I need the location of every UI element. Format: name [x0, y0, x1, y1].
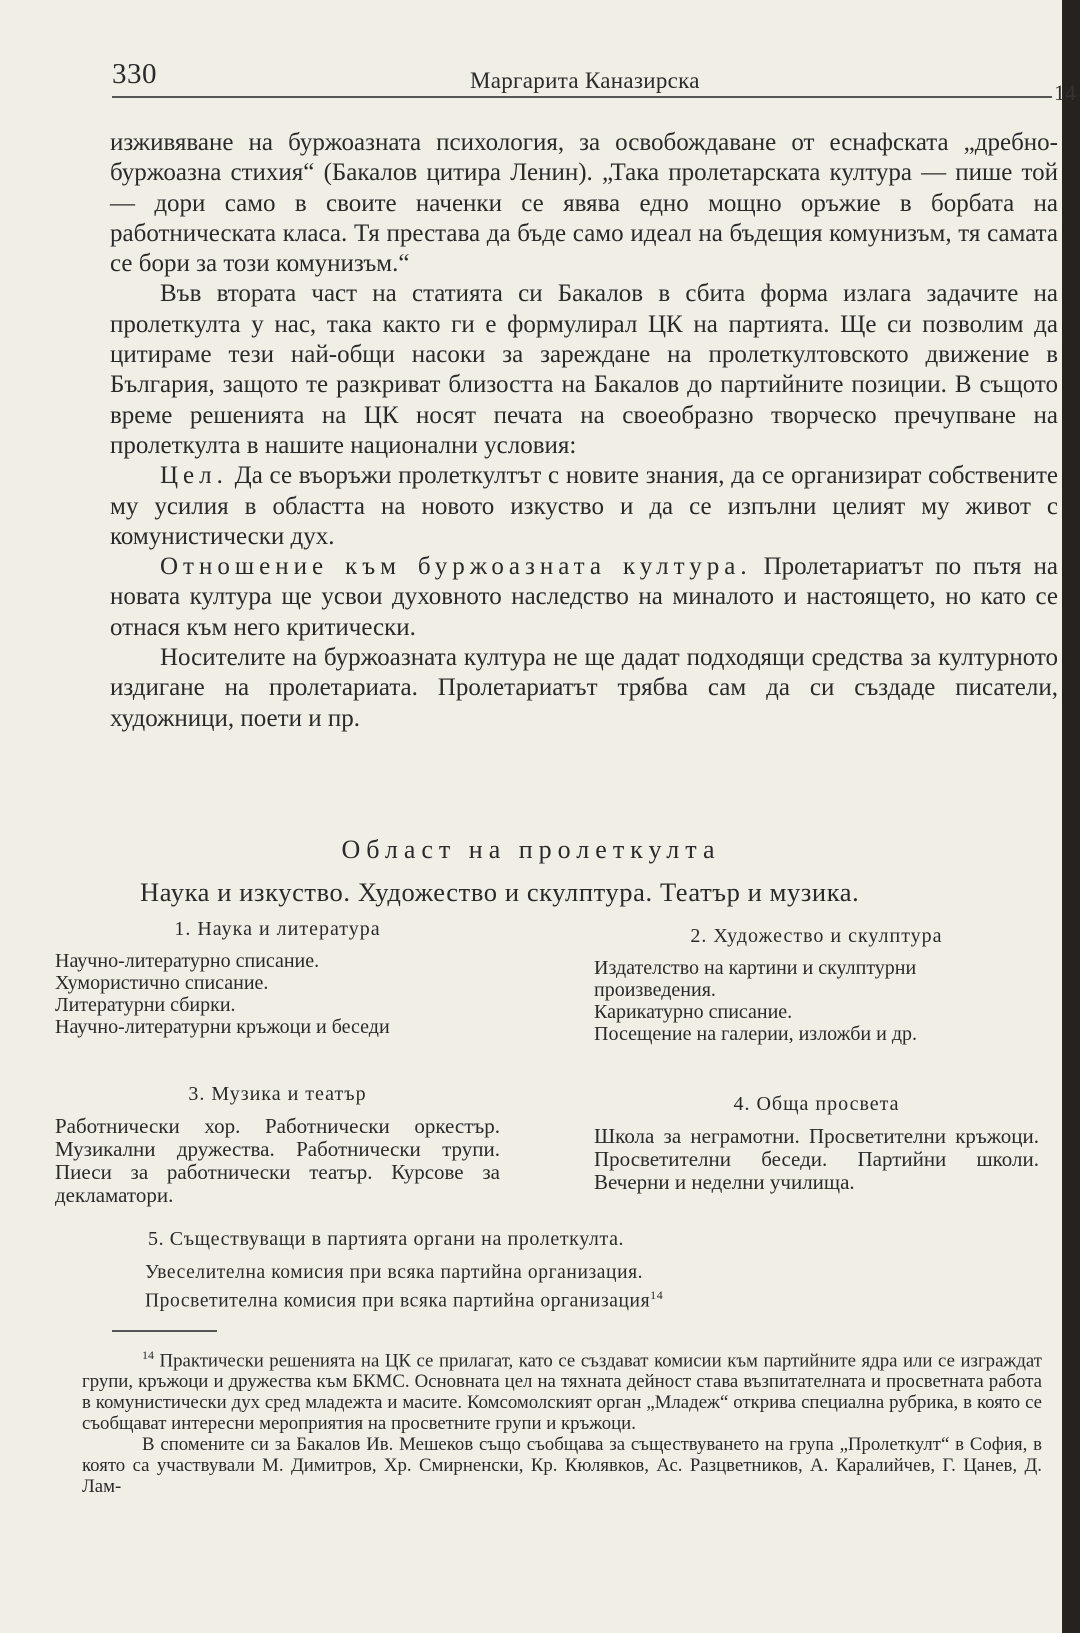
column-line: Издателство на картини и скулптурни произведения. [594, 957, 917, 1001]
main-text [110, 128, 1058, 734]
paragraph-5: Носителите на буржоазната култура не ще дадат подходящи средства за културното издигане на пролетариата. Пролетариатът трябва сам да си създаде писатели, художници, поети и пр. [110, 644, 1058, 732]
footnote-14 [82, 1345, 1042, 1434]
column-heading: 1. Наука и литература [174, 918, 381, 940]
footnotes [82, 1345, 1042, 1497]
column-line: Посещение на галерии, изложби и др. [594, 1023, 917, 1045]
footnote-text: Практически решенията на ЦК се прилагат, като се създават комисии към партийните ядра или се изграждат групи, кръжоци и дружества към БКМС. Основната цел на тяхната дейност става възпитателната и просветната работа в комунистически дух сред младежта и масите. Комсомолският орган „Младеж“ открива специална рубрика, в която се съобщават интересни мероприятия на просветните групи и кръжоци. [82, 1350, 1042, 1435]
goal-label: Цел. [160, 462, 228, 490]
column-music-theatre [55, 1083, 500, 1207]
attitude-label: Отношение към буржоазната култура. [160, 553, 752, 581]
page-number: 330 [112, 58, 157, 90]
column-heading: 3. Музика и театър [188, 1083, 367, 1105]
column-general-education [594, 1093, 1039, 1194]
column-art-sculpture [594, 925, 1039, 1045]
column-text: Школа за неграмотни. Просветителни кръжоци. Просветителни беседи. Партийни школи. Вечерни и неделни училища. [594, 1124, 1039, 1194]
organs-item-text: Просветителна комисия при всяка партийна организация [145, 1290, 651, 1312]
organs-heading: 5. Съществуващи в партията органи на пролеткулта. [148, 1228, 625, 1250]
column-line: Карикатурно списание. [594, 1001, 793, 1023]
footnote-ref: 14 [650, 1288, 664, 1302]
footnote-rule [112, 1330, 217, 1332]
running-head: Маргарита Каназирска [470, 68, 700, 93]
paragraph-2: Във втората част на статията си Бакалов в сбита форма излага задачите на пролеткулта у нас, така както ги е формулирал ЦК на партията. Ще си позволим да цитираме тези най-общи насоки за зареждане на пролеткултовското движение в България, защото те разкриват близостта на Бакалов до партийните позиции. В същото време решенията на ЦК носят печата на своеобразно творческо пречупване на пролеткулта в нашите национални условия: [110, 280, 1058, 459]
footnote-mark: 14 [142, 1348, 154, 1362]
column-line: Научно-литературни кръжоци и беседи [55, 1016, 390, 1038]
organs-list [145, 1262, 663, 1313]
goal-text: Да се въоръжи пролеткултът с новите знания, да се организират собствените му усилия в областта на новото изкуство и да се изпълни целият му живот с комунистически дух. [110, 462, 1058, 550]
paragraph-4 [110, 552, 1058, 643]
header-rule [112, 96, 1052, 98]
paragraph-3 [110, 461, 1058, 552]
column-line: Хумористично списание. [55, 972, 269, 994]
page-header [112, 58, 1052, 98]
organs-item [145, 1284, 663, 1313]
column-line: Научно-литературно списание. [55, 950, 320, 972]
paragraph-1: изживяване на буржоазната психология, за освобождаване от еснафската „дребно-буржоазна стихия“ (Бакалов цитира Ленин). „Така пролетарската култура — пише той — дори само в своите наченки се явява едно мощно оръжие в борбата на работническата класа. Тя престава да бъде само идеал на бъдещия комунизъм, тя самата се бори за този комунизъм.“ [110, 129, 1058, 278]
column-heading: 2. Художество и скулптура [690, 925, 943, 947]
column-text: Работнически хор. Работнически оркестър. Музикални дружества. Работнически трупи. Пиеси за работнически театър. Курсове за декламатори. [55, 1114, 500, 1207]
page-edge [1062, 0, 1080, 1633]
edge-mark: 14 [1054, 80, 1076, 105]
column-science-literature [55, 918, 500, 1038]
footnote-continuation: В спомените си за Бакалов Ив. Мешеков също съобщава за съществуването на група „Пролеткулт“ в София, в която са участвували М. Димитров, Хр. Смирненски, Кр. Кюлявков, Ас. Разцветников, А. Каралийчев, Г. Цанев, Д. Лам- [82, 1434, 1042, 1498]
column-line: Литературни сбирки. [55, 994, 236, 1016]
column-heading: 4. Обща просвета [733, 1093, 900, 1115]
organs-item: Увеселителна комисия при всяка партийна организация. [145, 1262, 644, 1283]
attitude-text: Пролетариатът по пътя на новата култура ще усвои духовното наследство на миналото и настоящето, но като се отнася към него критически. [110, 553, 1059, 641]
section-subtitle: Наука и изкуство. Художество и скулптура. Театър и музика. [140, 877, 860, 907]
section-title: Област на пролеткулта [341, 835, 721, 864]
